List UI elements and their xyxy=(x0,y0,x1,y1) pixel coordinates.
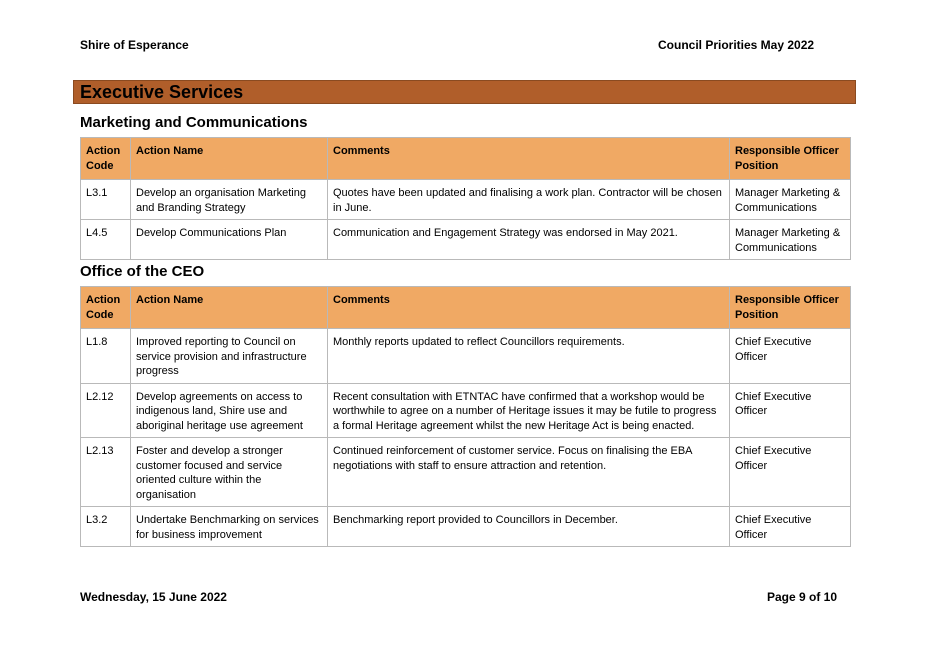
action-name: Improved reporting to Council on service provision and infrastructure progress xyxy=(131,329,328,384)
comment: Communication and Engagement Strategy was endorsed in May 2021. xyxy=(328,220,730,260)
table-header-row xyxy=(81,287,851,329)
comment: Continued reinforcement of customer service. Focus on finalising the EBA negotiations with staff to ensure attraction and retention. xyxy=(328,438,730,507)
ceo-section-title: Office of the CEO xyxy=(80,263,205,280)
footer-date: Wednesday, 15 June 2022 xyxy=(80,590,227,604)
marketing-section-title: Marketing and Communications xyxy=(80,114,308,131)
action-name: Develop agreements on access to indigenous land, Shire use and aboriginal heritage use agreement xyxy=(131,383,328,438)
responsible-officer: Chief Executive Officer xyxy=(730,329,851,384)
responsible-officer: Manager Marketing & Communications xyxy=(730,220,851,260)
column-header-comments: Comments xyxy=(328,138,730,180)
column-header-action-name: Action Name xyxy=(131,138,328,180)
table-row xyxy=(81,220,851,260)
action-name: Undertake Benchmarking on services for business improvement xyxy=(131,507,328,547)
column-header-action-code: Action Code xyxy=(81,138,131,180)
action-code: L3.1 xyxy=(81,180,131,220)
column-header-comments: Comments xyxy=(328,287,730,329)
comment: Monthly reports updated to reflect Councillors requirements. xyxy=(328,329,730,384)
column-header-officer: Responsible Officer Position xyxy=(730,138,851,180)
action-name: Foster and develop a stronger customer focused and service oriented culture within the organisation xyxy=(131,438,328,507)
comment: Recent consultation with ETNTAC have confirmed that a workshop would be worthwhile to agree on a number of Heritage issues it may be futile to progress a formal Heritage agreement whilst the new Heritage Act is being enacted. xyxy=(328,383,730,438)
action-code: L3.2 xyxy=(81,507,131,547)
column-header-action-name: Action Name xyxy=(131,287,328,329)
table-row xyxy=(81,438,851,507)
responsible-officer: Manager Marketing & Communications xyxy=(730,180,851,220)
responsible-officer: Chief Executive Officer xyxy=(730,383,851,438)
table-row xyxy=(81,507,851,547)
header-document-title: Council Priorities May 2022 xyxy=(658,38,815,52)
action-code: L2.12 xyxy=(81,383,131,438)
action-code: L2.13 xyxy=(81,438,131,507)
responsible-officer: Chief Executive Officer xyxy=(730,507,851,547)
table-row xyxy=(81,329,851,384)
marketing-table xyxy=(80,137,851,260)
comment: Benchmarking report provided to Councillors in December. xyxy=(328,507,730,547)
table-row xyxy=(81,180,851,220)
table-header-row xyxy=(81,138,851,180)
comment: Quotes have been updated and finalising a work plan. Contractor will be chosen in June. xyxy=(328,180,730,220)
header-organisation: Shire of Esperance xyxy=(80,38,189,52)
column-header-officer: Responsible Officer Position xyxy=(730,287,851,329)
section-banner: Executive Services xyxy=(73,80,856,104)
ceo-table xyxy=(80,286,851,547)
action-code: L4.5 xyxy=(81,220,131,260)
column-header-action-code: Action Code xyxy=(81,287,131,329)
responsible-officer: Chief Executive Officer xyxy=(730,438,851,507)
table-row xyxy=(81,383,851,438)
action-name: Develop Communications Plan xyxy=(131,220,328,260)
action-code: L1.8 xyxy=(81,329,131,384)
footer-page-number: Page 9 of 10 xyxy=(767,590,838,604)
action-name: Develop an organisation Marketing and Branding Strategy xyxy=(131,180,328,220)
